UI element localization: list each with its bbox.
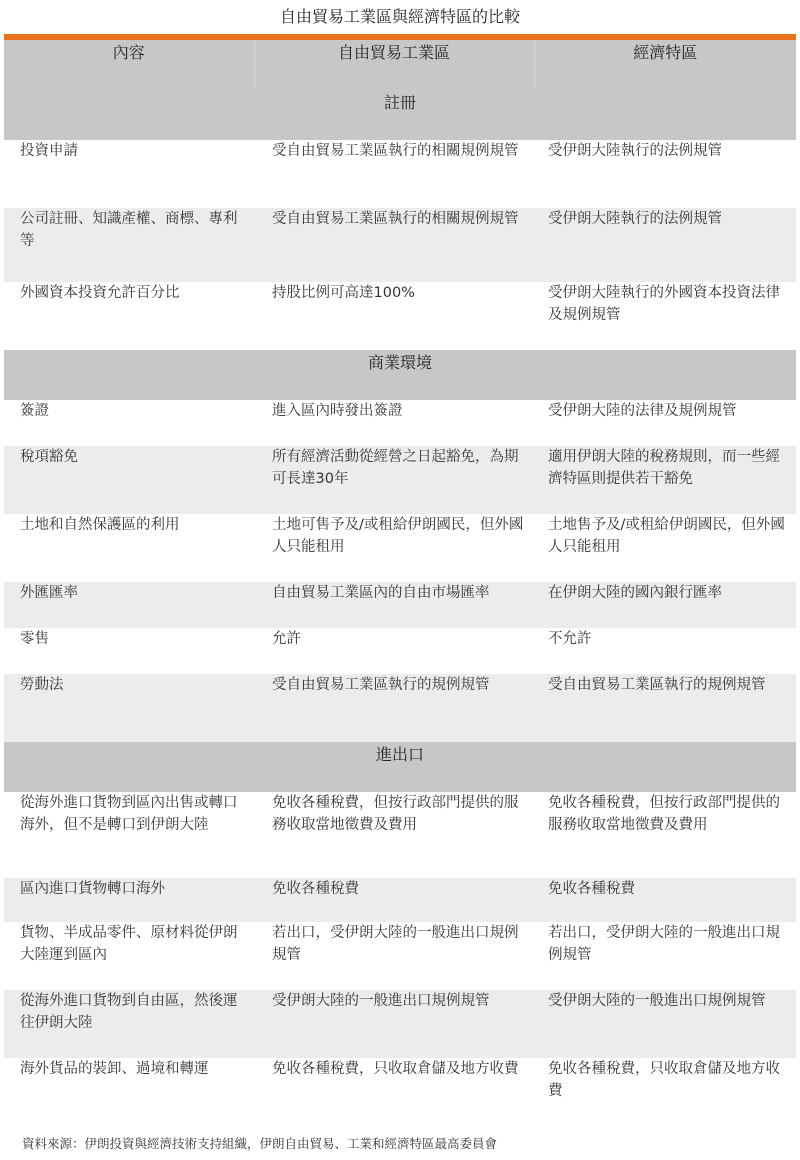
cell-ftz: 若出口，受伊朗大陸的一般進出口規例規管	[272, 925, 519, 963]
table-row	[4, 514, 796, 582]
cell-item: 外匯匯率	[4, 582, 254, 628]
table-row	[4, 628, 796, 674]
cell-item: 稅項豁免	[4, 446, 254, 514]
cell-ftz: 免收各種稅費，只收取倉儲及地方收費	[272, 1061, 519, 1077]
table-row	[4, 990, 796, 1058]
cell-item: 從海外進口貨物到區內出售或轉口海外，但不是轉口到伊朗大陸	[20, 795, 238, 833]
cell-item: 區內進口貨物轉口海外	[4, 878, 254, 922]
cell-item: 投資申請	[20, 143, 78, 159]
table-row	[4, 922, 796, 990]
cell-item: 貨物、半成品零件、原材料從伊朗大陸運到區內	[20, 925, 238, 963]
cell-item: 從海外進口貨物到自由區，然後運往伊朗大陸	[4, 990, 254, 1058]
cell-sez: 若出口，受伊朗大陸的一般進出口規例規管	[548, 925, 780, 963]
header-content: 內容	[4, 40, 254, 90]
cell-sez: 適用伊朗大陸的稅務規則，而一些經濟特區則提供若干豁免	[534, 446, 796, 514]
cell-sez: 免收各種稅費，但按行政部門提供的服務收取當地徵費及費用	[548, 795, 780, 833]
cell-ftz: 免收各種稅費，但按行政部門提供的服務收取當地徵費及費用	[272, 795, 519, 833]
table-title: 自由貿易工業區與經濟特區的比較	[279, 7, 520, 26]
cell-ftz: 免收各種稅費	[254, 878, 534, 922]
cell-item: 勞動法	[4, 674, 254, 742]
cell-sez: 不允許	[548, 631, 592, 647]
cell-ftz: 持股比例可高達100%	[272, 285, 415, 301]
section-title: 註冊	[4, 90, 796, 140]
cell-sez: 受伊朗大陸的一般進出口規例規管	[534, 990, 796, 1058]
cell-sez: 免收各種稅費	[534, 878, 796, 922]
table-row	[4, 674, 796, 742]
cell-sez: 受伊朗大陸執行的法例規管	[534, 208, 796, 282]
cell-ftz: 允許	[272, 631, 301, 647]
cell-item: 簽證	[20, 403, 49, 419]
cell-item: 零售	[20, 631, 49, 647]
cell-item: 土地和自然保護區的利用	[20, 517, 180, 533]
table-row	[4, 582, 796, 628]
cell-sez: 受伊朗大陸的法律及規例規管	[548, 403, 737, 419]
header-free-trade-zone: 自由貿易工業區	[254, 40, 534, 90]
table-row	[4, 400, 796, 446]
cell-ftz: 所有經濟活動從經營之日起豁免，為期可長達30年	[254, 446, 534, 514]
section-import-export	[4, 742, 796, 792]
cell-ftz: 土地可售予及/或租給伊朗國民，但外國人只能租用	[272, 517, 524, 555]
cell-ftz: 受自由貿易工業區執行的相關規例規管	[272, 143, 519, 159]
section-registration	[4, 90, 796, 140]
source-note: 資料來源：伊朗投資與經濟技術支持組織，伊朗自由貿易、工業和經濟特區最高委員會	[22, 1136, 498, 1151]
cell-sez: 免收各種稅費，只收取倉儲及地方收費	[548, 1061, 780, 1099]
header-special-economic-zone: 經濟特區	[534, 40, 796, 90]
table-row	[4, 208, 796, 282]
table-row	[4, 792, 796, 878]
comparison-table	[4, 40, 796, 1126]
cell-sez: 受伊朗大陸執行的外國資本投資法律及規例規管	[548, 285, 780, 323]
table-row	[4, 446, 796, 514]
section-business-environment	[4, 350, 796, 400]
cell-ftz: 受自由貿易工業區執行的規例規管	[254, 674, 534, 742]
cell-ftz: 自由貿易工業區內的自由市場匯率	[254, 582, 534, 628]
cell-item: 公司註冊、知識產權、商標、專利等	[4, 208, 254, 282]
cell-sez: 受自由貿易工業區執行的規例規管	[534, 674, 796, 742]
cell-ftz: 受自由貿易工業區執行的相關規例規管	[254, 208, 534, 282]
section-title: 商業環境	[4, 350, 796, 400]
cell-item: 外國資本投資允許百分比	[20, 285, 180, 301]
cell-sez: 土地售予及/或租給伊朗國民，但外國人只能租用	[548, 517, 785, 555]
cell-sez: 在伊朗大陸的國內銀行匯率	[534, 582, 796, 628]
table-row	[4, 1058, 796, 1126]
table-row	[4, 282, 796, 350]
cell-ftz: 進入區內時發出簽證	[272, 403, 403, 419]
table-row	[4, 140, 796, 208]
cell-item: 海外貨品的裝卸、過境和轉運	[20, 1061, 209, 1077]
cell-ftz: 受伊朗大陸的一般進出口規例規管	[254, 990, 534, 1058]
section-title: 進出口	[4, 742, 796, 792]
table-row	[4, 878, 796, 922]
cell-sez: 受伊朗大陸執行的法例規管	[548, 143, 722, 159]
header-row	[4, 40, 796, 90]
